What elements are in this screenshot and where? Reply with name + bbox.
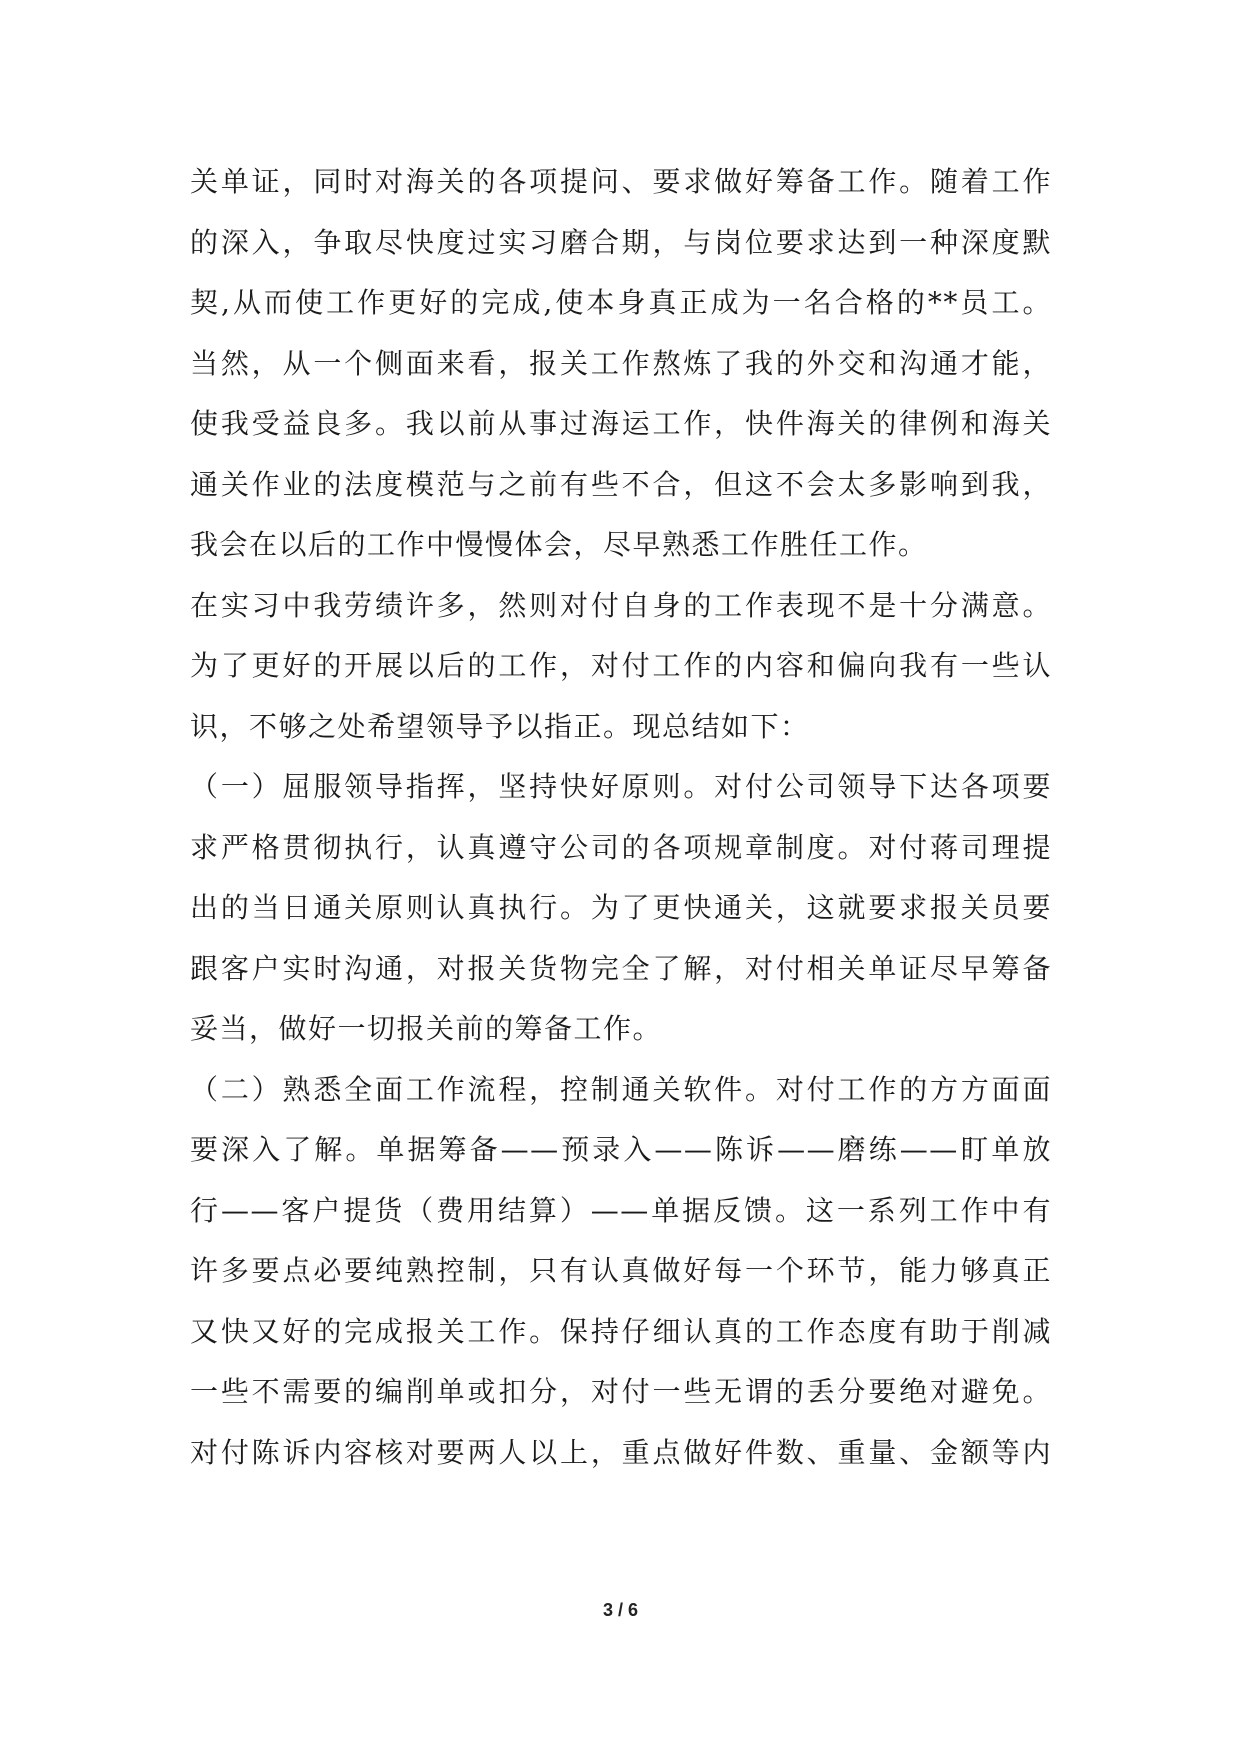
text-line: 要深入了解。单据筹备——预录入——陈诉——磨练——盯单放 xyxy=(190,1133,1052,1166)
text-line: 我会在以后的工作中慢慢体会，尽早熟悉工作胜任工作。 xyxy=(190,528,928,561)
text-line: 行——客户提货（费用结算）——单据反馈。这一系列工作中有 xyxy=(190,1193,1052,1227)
text-line: 求严格贯彻执行，认真遵守公司的各项规章制度。对付蒋司理提 xyxy=(190,830,1052,864)
text-line: 在实习中我劳绩许多，然则对付自身的工作表现不是十分满意。 xyxy=(190,588,1052,622)
text-line: 关单证，同时对海关的各项提问、要求做好筹备工作。随着工作 xyxy=(190,165,1052,198)
text-line: 许多要点必要纯熟控制，只有认真做好每一个环节，能力够真正 xyxy=(190,1254,1052,1287)
text-line: （二）熟悉全面工作流程，控制通关软件。对付工作的方方面面 xyxy=(190,1072,1052,1106)
page-number: 3 / 6 xyxy=(602,1600,639,1620)
text-line: 出的当日通关原则认真执行。为了更快通关，这就要求报关员要 xyxy=(190,891,1052,924)
document-body xyxy=(190,152,1052,1483)
text-line: 跟客户实时沟通，对报关货物完全了解，对付相关单证尽早筹备 xyxy=(190,951,1052,985)
text-line: 识，不够之处希望领导予以指正。现总结如下： xyxy=(190,709,810,743)
text-line: 妥当，做好一切报关前的筹备工作。 xyxy=(190,1012,663,1045)
text-line: 的深入，争取尽快度过实习磨合期，与岗位要求达到一种深度默 xyxy=(190,225,1052,259)
text-line: 一些不需要的编削单或扣分，对付一些无谓的丢分要绝对避免。 xyxy=(190,1375,1052,1408)
text-line: （一）屈服领导指挥，坚持快好原则。对付公司领导下达各项要 xyxy=(190,770,1052,803)
text-line: 为了更好的开展以后的工作，对付工作的内容和偏向我有一些认 xyxy=(190,649,1052,682)
text-line: 对付陈诉内容核对要两人以上，重点做好件数、重量、金额等内 xyxy=(190,1435,1052,1469)
text-line: 又快又好的完成报关工作。保持仔细认真的工作态度有助于削减 xyxy=(190,1314,1052,1348)
text-line: 契,从而使工作更好的完成,使本身真正成为一名合格的**员工。 xyxy=(190,286,1052,319)
text-line: 通关作业的法度模范与之前有些不合，但这不会太多影响到我， xyxy=(190,467,1052,501)
text-line: 使我受益良多。我以前从事过海运工作，快件海关的律例和海关 xyxy=(190,407,1052,440)
text-line: 当然，从一个侧面来看，报关工作熬炼了我的外交和沟通才能， xyxy=(190,346,1052,380)
